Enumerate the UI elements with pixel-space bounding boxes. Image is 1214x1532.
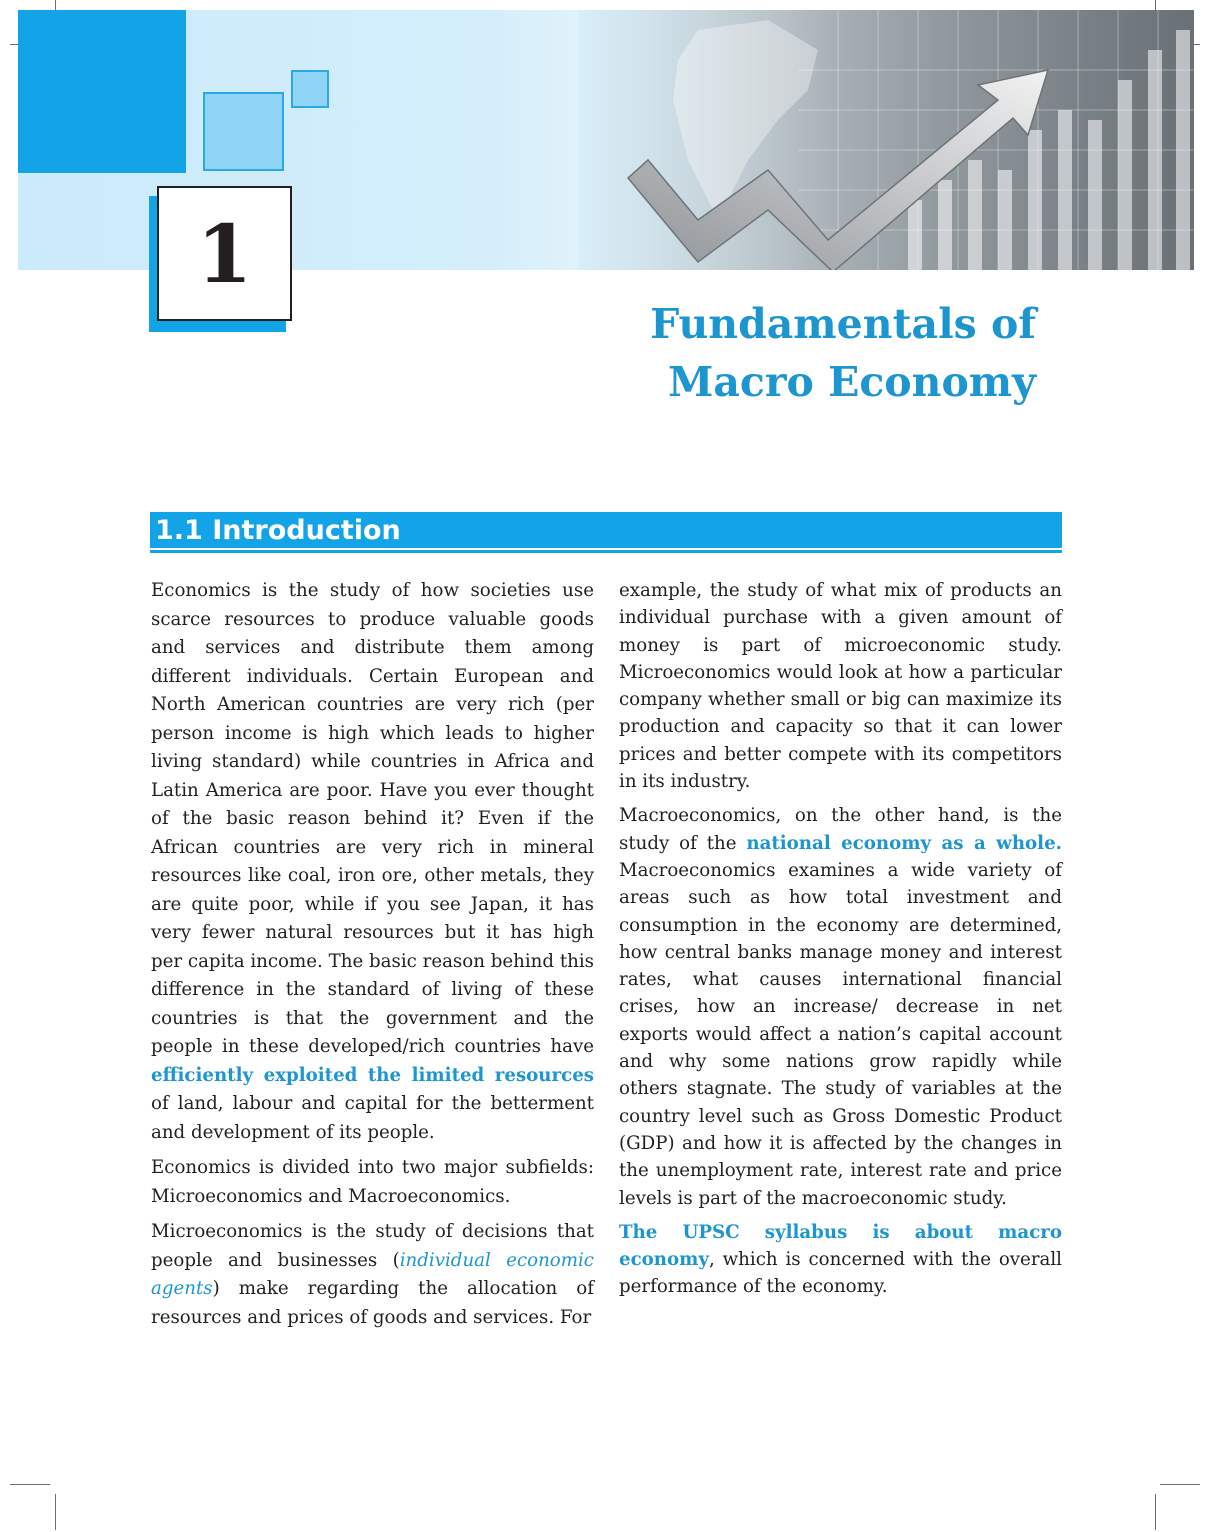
paragraph bbox=[151, 577, 594, 1147]
text-run: of land, labour and capital for the betterment and development of its people. bbox=[151, 1093, 594, 1143]
text-run: Microeconomics is the study of decisions that people and businesses ( bbox=[151, 1221, 594, 1271]
section-title: 1.1 Introduction bbox=[155, 515, 401, 546]
chapter-number-text: 1 bbox=[196, 206, 253, 301]
paragraph bbox=[151, 1218, 594, 1332]
chapter-title bbox=[560, 295, 1036, 411]
text-run: Macroeconomics examines a wide variety of areas such as how total investment and consumption in the economy are determined, how central banks manage money and interest rates, what causes international financial crises, how an increase/ decrease in net exports would affect a nation’s capital account and why some nations grow rapidly while others stagnate. The study of variables at the country level such as Gross Domestic Product (GDP) and how it is affected by the changes in the unemployment rate, interest rate and price levels is part of the macroeconomic study. bbox=[619, 859, 1062, 1209]
paragraph bbox=[619, 577, 1062, 795]
text-run: Economics is divided into two major subfields: Microeconomics and Macroeconomics. bbox=[151, 1157, 594, 1207]
text-run: example, the study of what mix of products an individual purchase with a given amount of money is part of microeconomic study. Microeconomics would look at how a particular company whether small or big can maximize its production and capacity so that it can lower prices and better compete with its competitors in its industry. bbox=[619, 580, 1062, 793]
chapter-number bbox=[157, 186, 292, 321]
decor-square-small bbox=[291, 70, 329, 108]
decor-square-large bbox=[18, 10, 186, 173]
italic-text: individual economic agents bbox=[151, 1249, 594, 1299]
paragraph bbox=[619, 1219, 1062, 1301]
paragraph bbox=[151, 1154, 594, 1211]
right-column bbox=[619, 577, 1062, 1308]
crop-mark bbox=[55, 1494, 56, 1530]
chapter-title-line1: Fundamentals of bbox=[650, 300, 1036, 348]
chapter-title-line2: Macro Economy bbox=[667, 358, 1036, 406]
section-header bbox=[150, 512, 1062, 550]
highlight-text: The UPSC syllabus is about macro economy bbox=[619, 1221, 1062, 1271]
crop-mark bbox=[10, 1484, 50, 1485]
text-run: Economics is the study of how societies use scarce resources to produce valuable goods and services and distribute them among different individuals. Certain European and North American countries are very rich (per person income is high which leads to higher living standard) while countries in Africa and Latin America are poor. Have you ever thought of the basic reason behind it? Even if the African countries are very rich in mineral resources like coal, iron ore, other metals, they are quite poor, while if you see Japan, it has very fewer natural resources but it has high per capita income. The basic reason behind this difference in the standard of living of these countries is that the government and the people in these developed/rich countries have bbox=[151, 580, 594, 1057]
highlight-text: national economy as a whole. bbox=[746, 832, 1062, 854]
decor-square-medium bbox=[203, 92, 284, 171]
highlight-text: efficiently exploited the limited resources bbox=[151, 1064, 594, 1086]
text-run: , which is concerned with the overall performance of the economy. bbox=[619, 1249, 1062, 1298]
crop-mark bbox=[1160, 1484, 1200, 1485]
crop-mark bbox=[1155, 1494, 1156, 1530]
text-run: ) make regarding the allocation of resources and prices of goods and services. For bbox=[151, 1278, 594, 1328]
text-run: Macroeconomics, on the other hand, is the study of the bbox=[619, 805, 1062, 854]
paragraph bbox=[619, 802, 1062, 1211]
left-column bbox=[151, 577, 594, 1339]
economy-growth-illustration bbox=[578, 10, 1194, 270]
